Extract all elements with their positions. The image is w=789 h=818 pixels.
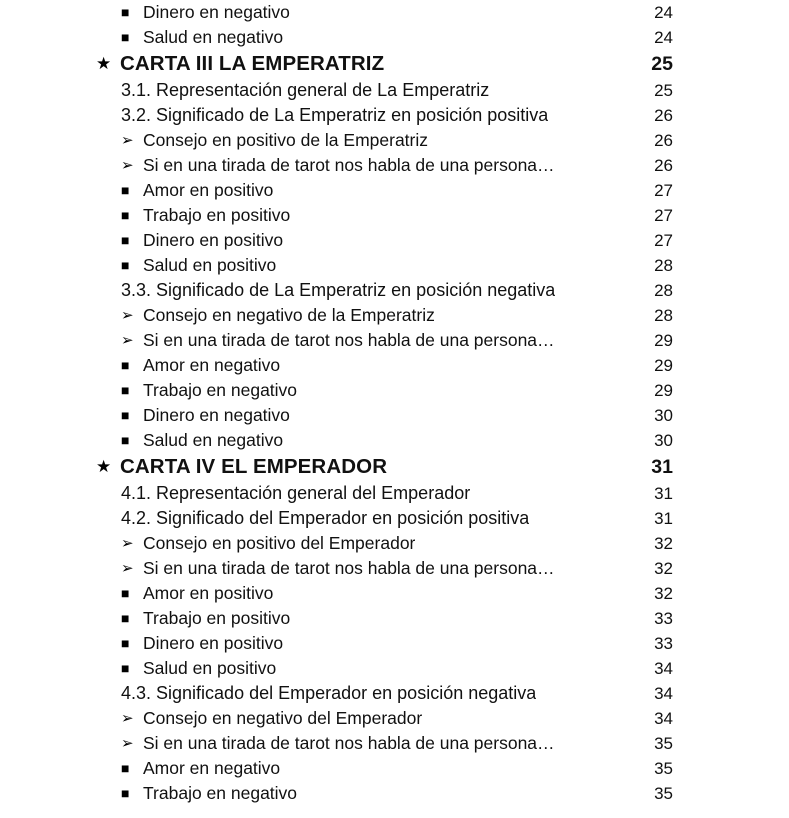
toc-entry-page-number: 35 — [654, 734, 673, 753]
toc-entry-title: Salud en positivo — [143, 658, 277, 678]
toc-entry-label — [0, 178, 273, 204]
toc-entry-page-number: 30 — [654, 431, 673, 450]
toc-entry-page-number: 24 — [654, 28, 673, 47]
toc-entry-label — [0, 681, 536, 706]
toc-entry-title: Si en una tirada de tarot nos habla de una persona… — [143, 733, 555, 753]
toc-entry-title: Amor en negativo — [143, 355, 281, 375]
square-bullet-icon: ■ — [121, 182, 130, 198]
toc-entry-label — [0, 103, 548, 128]
toc-entry-title: Amor en positivo — [143, 180, 274, 200]
toc-entry-title: 4.3. Significado del Emperador en posición negativa — [121, 683, 537, 703]
toc-entry-title: Amor en negativo — [143, 758, 281, 778]
toc-entry-title: Consejo en negativo del Emperador — [143, 708, 423, 728]
star-bullet-icon: ★ — [96, 54, 112, 73]
arrow-bullet-icon: ➢ — [121, 710, 134, 727]
toc-entry-title: CARTA IV EL EMPERADOR — [120, 455, 388, 478]
toc-entry[interactable] — [0, 731, 789, 756]
toc-entry-title: 4.1. Representación general del Emperador — [121, 483, 471, 503]
toc-entry-title: Si en una tirada de tarot nos habla de una persona… — [143, 558, 555, 578]
toc-entry-label — [0, 378, 297, 404]
toc-entry-title: Salud en positivo — [143, 255, 277, 275]
toc-entry-title: Amor en positivo — [143, 583, 274, 603]
toc-entry[interactable] — [0, 606, 789, 631]
toc-entry-page-number: 28 — [654, 306, 673, 325]
toc-entry-page-number: 26 — [654, 156, 673, 175]
toc-entry[interactable] — [0, 706, 789, 731]
square-bullet-icon: ■ — [121, 585, 130, 601]
toc-entry-title: Salud en negativo — [143, 27, 284, 47]
square-bullet-icon: ■ — [121, 4, 130, 20]
toc-entry-page-number: 31 — [654, 484, 673, 503]
toc-entry-label — [0, 731, 555, 757]
toc-entry-page-number: 35 — [654, 784, 673, 803]
toc-entry-page-number: 34 — [654, 709, 673, 728]
toc-entry[interactable] — [0, 253, 789, 278]
toc-entry-label — [0, 453, 387, 482]
toc-entry[interactable] — [0, 403, 789, 428]
toc-entry-title: 3.2. Significado de La Emperatriz en posición positiva — [121, 105, 549, 125]
toc-entry-page-number: 27 — [654, 181, 673, 200]
square-bullet-icon: ■ — [121, 382, 130, 398]
toc-entry[interactable] — [0, 0, 789, 25]
toc-entry-page-number: 34 — [654, 684, 673, 703]
toc-entry[interactable] — [0, 353, 789, 378]
toc-entry-page-number: 31 — [651, 456, 673, 478]
toc-entry[interactable] — [0, 203, 789, 228]
arrow-bullet-icon: ➢ — [121, 560, 134, 577]
toc-entry-label — [0, 506, 529, 531]
arrow-bullet-icon: ➢ — [121, 132, 134, 149]
toc-entry[interactable] — [0, 50, 789, 78]
toc-entry-label — [0, 706, 422, 732]
toc-entry-label — [0, 328, 555, 354]
toc-entry[interactable] — [0, 25, 789, 50]
toc-entry-page-number: 34 — [654, 659, 673, 678]
toc-entry[interactable] — [0, 681, 789, 706]
toc-entry[interactable] — [0, 378, 789, 403]
toc-entry-page-number: 30 — [654, 406, 673, 425]
toc-entry-page-number: 29 — [654, 356, 673, 375]
toc-entry[interactable] — [0, 756, 789, 781]
toc-entry-page-number: 29 — [654, 331, 673, 350]
toc-entry[interactable] — [0, 303, 789, 328]
square-bullet-icon: ■ — [121, 785, 130, 801]
toc-entry-title: Dinero en positivo — [143, 633, 284, 653]
toc-entry-title: 3.3. Significado de La Emperatriz en posición negativa — [121, 280, 556, 300]
toc-entry-page-number: 33 — [654, 634, 673, 653]
toc-entry-page-number: 29 — [654, 381, 673, 400]
toc-entry-page-number: 25 — [654, 81, 673, 100]
arrow-bullet-icon: ➢ — [121, 735, 134, 752]
star-bullet-icon: ★ — [96, 457, 112, 476]
toc-entry-page-number: 32 — [654, 534, 673, 553]
toc-entry-label — [0, 606, 290, 632]
toc-entry-label — [0, 303, 435, 329]
toc-entry-title: Si en una tirada de tarot nos habla de una persona… — [143, 155, 555, 175]
toc-entry-label — [0, 128, 428, 154]
toc-entry-label — [0, 50, 384, 79]
toc-entry-title: Dinero en negativo — [143, 2, 290, 22]
toc-entry-title: Trabajo en positivo — [143, 608, 291, 628]
toc-entry[interactable] — [0, 453, 789, 481]
toc-entry-label — [0, 481, 470, 506]
arrow-bullet-icon: ➢ — [121, 157, 134, 174]
toc-entry-label — [0, 278, 555, 303]
toc-entry-page-number: 32 — [654, 559, 673, 578]
toc-entry[interactable] — [0, 631, 789, 656]
toc-entry-label — [0, 403, 290, 429]
toc-entry-title: CARTA III LA EMPERATRIZ — [120, 52, 385, 75]
toc-entry-title: Trabajo en negativo — [143, 783, 298, 803]
toc-entry-label — [0, 253, 276, 279]
toc-entry-label — [0, 756, 280, 782]
toc-entry-page-number: 26 — [654, 106, 673, 125]
toc-entry-label — [0, 656, 276, 682]
toc-entry-page-number: 28 — [654, 281, 673, 300]
toc-entry-title: 4.2. Significado del Emperador en posición positiva — [121, 508, 530, 528]
toc-entry-label — [0, 153, 555, 179]
arrow-bullet-icon: ➢ — [121, 307, 134, 324]
toc-entry[interactable] — [0, 278, 789, 303]
toc-entry-page-number: 27 — [654, 231, 673, 250]
toc-entry-label — [0, 353, 280, 379]
toc-entry-page-number: 25 — [651, 53, 673, 75]
square-bullet-icon: ■ — [121, 357, 130, 373]
toc-entry-title: Salud en negativo — [143, 430, 284, 450]
toc-entry[interactable] — [0, 531, 789, 556]
square-bullet-icon: ■ — [121, 760, 130, 776]
toc-entry[interactable] — [0, 781, 789, 806]
arrow-bullet-icon: ➢ — [121, 332, 134, 349]
toc-entry[interactable] — [0, 178, 789, 203]
toc-entry-title: Trabajo en negativo — [143, 380, 298, 400]
toc-entry[interactable] — [0, 103, 789, 128]
toc-entry[interactable] — [0, 153, 789, 178]
toc-entry[interactable] — [0, 328, 789, 353]
toc-entry-page-number: 35 — [654, 759, 673, 778]
square-bullet-icon: ■ — [121, 29, 130, 45]
toc-entry-page-number: 26 — [654, 131, 673, 150]
toc-entry[interactable] — [0, 506, 789, 531]
toc-entry-title: Consejo en negativo de la Emperatriz — [143, 305, 435, 325]
square-bullet-icon: ■ — [121, 635, 130, 651]
square-bullet-icon: ■ — [121, 660, 130, 676]
toc-entry-title: Consejo en positivo del Emperador — [143, 533, 416, 553]
toc-entry-label — [0, 78, 489, 103]
toc-entry[interactable] — [0, 428, 789, 453]
toc-entry-label — [0, 0, 290, 26]
toc-entry[interactable] — [0, 128, 789, 153]
toc-entry-title: Consejo en positivo de la Emperatriz — [143, 130, 429, 150]
toc-entry-page-number: 28 — [654, 256, 673, 275]
toc-entry-title: 3.1. Representación general de La Emperatriz — [121, 80, 490, 100]
square-bullet-icon: ■ — [121, 257, 130, 273]
square-bullet-icon: ■ — [121, 407, 130, 423]
square-bullet-icon: ■ — [121, 610, 130, 626]
toc-entry-title: Dinero en positivo — [143, 230, 284, 250]
toc-entry-label — [0, 631, 283, 657]
square-bullet-icon: ■ — [121, 232, 130, 248]
toc-entry-label — [0, 531, 415, 557]
toc-entry-page-number: 33 — [654, 609, 673, 628]
toc-entry-label — [0, 203, 290, 229]
toc-entry-page-number: 31 — [654, 509, 673, 528]
toc-entry[interactable] — [0, 581, 789, 606]
toc-entry[interactable] — [0, 556, 789, 581]
toc-entry[interactable] — [0, 78, 789, 103]
toc-entry-page-number: 32 — [654, 584, 673, 603]
toc-entry[interactable] — [0, 228, 789, 253]
toc-entry-title: Dinero en negativo — [143, 405, 290, 425]
toc-entry-label — [0, 581, 273, 607]
toc-entry-label — [0, 556, 555, 582]
toc-entry-label — [0, 228, 283, 254]
toc-entry-page-number: 27 — [654, 206, 673, 225]
toc-entry-title: Trabajo en positivo — [143, 205, 291, 225]
toc-entry-page-number: 24 — [654, 3, 673, 22]
square-bullet-icon: ■ — [121, 432, 130, 448]
square-bullet-icon: ■ — [121, 207, 130, 223]
toc-entry-label — [0, 25, 283, 51]
arrow-bullet-icon: ➢ — [121, 535, 134, 552]
toc-entry-title: Si en una tirada de tarot nos habla de una persona… — [143, 330, 555, 350]
toc-entry[interactable] — [0, 656, 789, 681]
toc-entry[interactable] — [0, 481, 789, 506]
toc-entry-label — [0, 781, 297, 807]
toc-entry-label — [0, 428, 283, 454]
